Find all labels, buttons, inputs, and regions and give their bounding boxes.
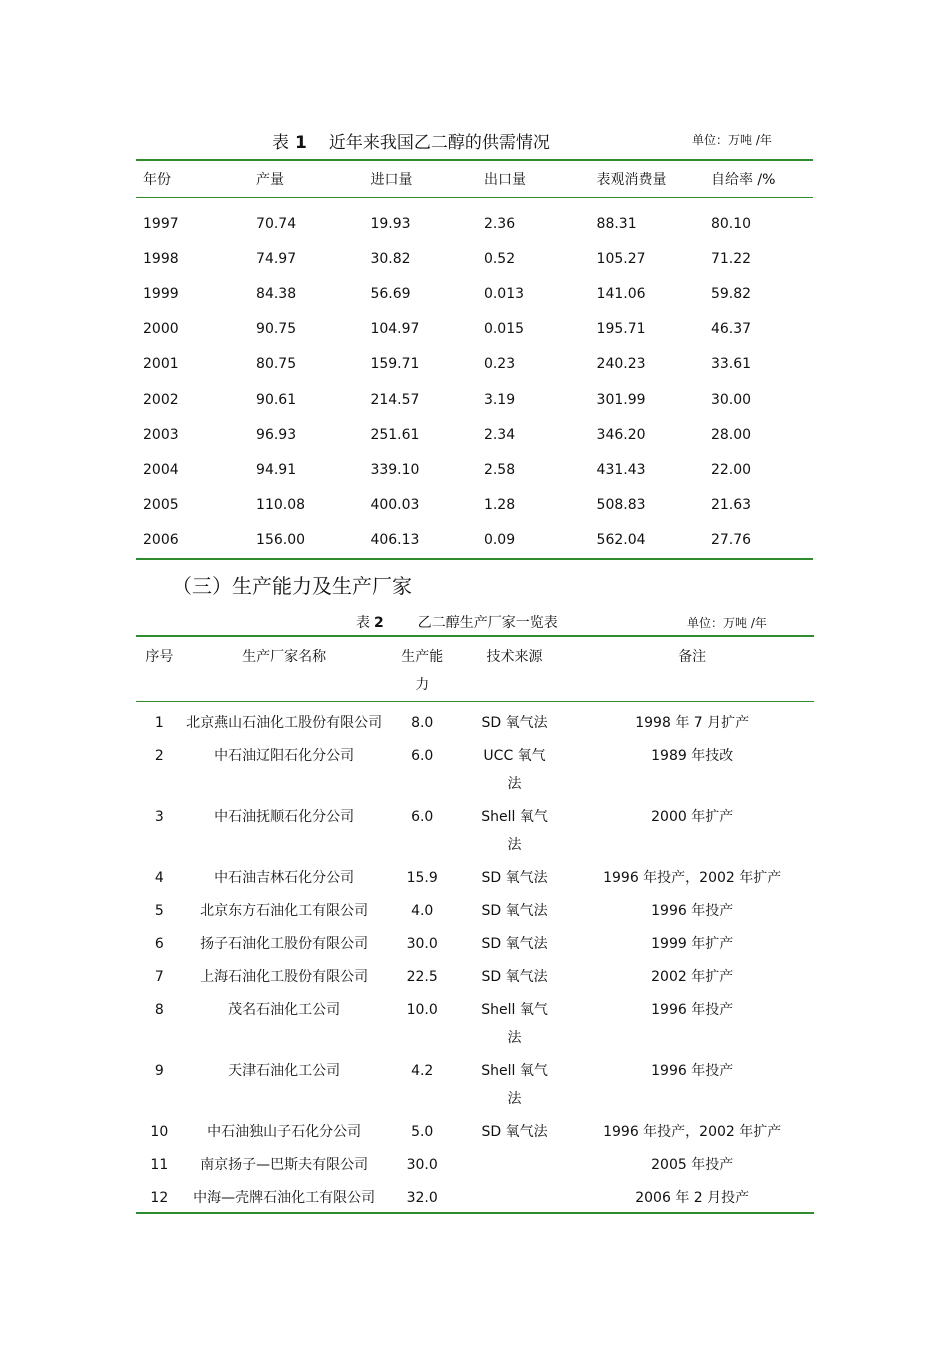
table1-cell: 70.74	[256, 215, 297, 232]
table1-row	[136, 347, 813, 382]
table1-cell: 19.93	[370, 215, 411, 232]
table1-cell: 22.00	[710, 461, 752, 478]
table2-cell: 4.0	[411, 903, 434, 919]
table1-cell: 0.23	[483, 356, 516, 373]
table1-cell: 251.61	[370, 426, 420, 443]
table2-cell: 1999 年扩产	[651, 936, 734, 952]
table1-cell: 1997	[143, 215, 179, 232]
table1-cell: 90.75	[256, 321, 297, 338]
table2-row	[136, 1115, 814, 1148]
table1-cell: 159.71	[370, 356, 420, 373]
table2-cell: 1998 年 7 月扩产	[635, 715, 750, 731]
table2-cell: 中石油抚顺石化分公司	[214, 809, 355, 825]
table1-header: 年份	[136, 160, 249, 198]
table2-header: 序号	[145, 649, 174, 665]
table1-cell: 346.20	[596, 426, 646, 443]
table2-cell: 6	[154, 936, 164, 952]
section-heading: （三）生产能力及生产厂家	[172, 574, 412, 598]
table1-cell: 0.015	[483, 321, 525, 338]
table1-cell: 400.03	[370, 497, 420, 514]
table1-cell: 2006	[136, 523, 249, 559]
table1-unit: 单位：万吨 /年	[692, 133, 772, 147]
table2-row	[136, 861, 814, 894]
table2-cell: 中石油吉林石化分公司	[214, 870, 355, 886]
table2-cell: 1996 年投产	[651, 1002, 734, 1018]
table1-title: 近年来我国乙二醇的供需情况	[328, 133, 550, 153]
table1-cell: 2.58	[483, 461, 516, 478]
table2-cell: Shell 氧气法	[481, 1063, 548, 1107]
table2-cell: SD 氧气法	[481, 969, 548, 985]
table1-cell: 2000	[143, 321, 179, 338]
table1-row	[136, 452, 813, 487]
table2-cell: 9	[154, 1063, 164, 1079]
table2-cell: 2006 年 2 月投产	[635, 1190, 750, 1206]
table2-cell: 北京东方石油化工有限公司	[200, 903, 369, 919]
table2-row	[136, 739, 814, 800]
table2-cell: 扬子石油化工股份有限公司	[200, 936, 369, 952]
table1-cell: 214.57	[370, 391, 420, 408]
table1-caption	[0, 128, 950, 152]
table1-cell: 431.43	[596, 461, 646, 478]
table2-cell: 11	[150, 1157, 169, 1173]
table1-cell: 2.34	[483, 426, 516, 443]
table2-header: 技术来源	[459, 636, 571, 702]
table2-cell: 2002 年扩产	[651, 969, 734, 985]
table2-row	[136, 702, 814, 740]
table2-cell: SD 氧气法	[481, 715, 548, 731]
table1-row	[136, 312, 813, 347]
table1-cell: 2.36	[483, 215, 516, 232]
table2-cell: 8.0	[411, 715, 434, 731]
table1-cell: 59.82	[710, 285, 752, 302]
table2-cell: 7	[154, 969, 164, 985]
table1-cell: 3.19	[483, 391, 516, 408]
table2-cell: 上海石油化工股份有限公司	[200, 969, 369, 985]
table1-cell: 2001	[143, 356, 179, 373]
table1-cell: 301.99	[596, 391, 646, 408]
table1-header: 出口量	[477, 160, 590, 198]
table1-label: 表	[272, 133, 289, 153]
table2-cell: SD 氧气法	[481, 1124, 548, 1140]
supply-demand-table	[136, 159, 813, 560]
table1-cell: 0.013	[483, 285, 525, 302]
table2-cell: SD 氧气法	[481, 903, 548, 919]
table2-label: 表	[356, 615, 370, 631]
table1-cell: 195.71	[596, 321, 646, 338]
table1-cell: 84.38	[256, 285, 297, 302]
table1-row	[136, 382, 813, 417]
table2-cell: 12	[150, 1190, 169, 1206]
table2-cell: 5.0	[411, 1124, 434, 1140]
table2-caption	[0, 612, 950, 634]
table1-cell: 156.00	[249, 523, 363, 559]
table2-unit: 单位：万吨 /年	[687, 616, 767, 630]
table2-cell: 茂名石油化工公司	[228, 1002, 341, 1018]
table1-row	[136, 241, 813, 276]
table1-cell: 96.93	[256, 426, 297, 443]
table2-header: 生产能力	[401, 649, 444, 693]
table2-cell: 中石油辽阳石化分公司	[214, 748, 355, 764]
table2-number: 2	[374, 615, 384, 631]
table1-cell: 33.61	[710, 356, 752, 373]
table2-cell: 中石油独山子石化分公司	[207, 1124, 362, 1140]
table2-cell: 30.0	[406, 936, 438, 952]
table2-cell: 1989 年技改	[651, 748, 734, 764]
table1-cell: 90.61	[256, 391, 297, 408]
table2-cell: 10	[150, 1124, 169, 1140]
table1-cell: 406.13	[363, 523, 477, 559]
table2-cell: 10.0	[406, 1002, 438, 1018]
table1-cell: 110.08	[256, 497, 306, 514]
table1-row	[136, 198, 813, 242]
table2-cell: SD 氧气法	[481, 870, 548, 886]
table1-cell: 508.83	[596, 497, 646, 514]
table2-cell: 8	[154, 1002, 164, 1018]
table1-title-line	[272, 128, 550, 153]
table1-cell: 80.10	[710, 215, 752, 232]
table2-row	[136, 1148, 814, 1181]
table1-cell: 30.00	[710, 391, 752, 408]
table1-cell: 88.31	[596, 215, 637, 232]
table1-cell: 1999	[143, 285, 179, 302]
table1-cell: 104.97	[370, 321, 420, 338]
table2-cell: 3	[154, 809, 164, 825]
table2-cell: 4	[154, 870, 164, 886]
table1-cell: 80.75	[256, 356, 297, 373]
table2-cell: 32.0	[406, 1190, 438, 1206]
table2-cell: 15.9	[406, 870, 438, 886]
table1-cell: 1998	[143, 250, 179, 267]
table2-cell: 5	[154, 903, 164, 919]
table2-cell: 1	[154, 715, 164, 731]
table2-cell: 1996 年投产	[651, 903, 734, 919]
table1-cell: 562.04	[590, 523, 704, 559]
table2-cell: Shell 氧气法	[481, 1002, 548, 1046]
table2-header: 备注	[570, 636, 814, 702]
table2-cell: 2005 年投产	[651, 1157, 734, 1173]
table1-cell: 94.91	[256, 461, 297, 478]
table1-cell: 339.10	[370, 461, 420, 478]
table1-row	[136, 523, 813, 559]
table1-cell: 56.69	[370, 285, 411, 302]
table1-cell: 21.63	[710, 497, 752, 514]
table2-cell: 22.5	[406, 969, 438, 985]
table2-cell: 6.0	[411, 748, 434, 764]
producer-table	[136, 635, 814, 1214]
table1-cell: 0.52	[483, 250, 516, 267]
table1-cell: 46.37	[710, 321, 752, 338]
table2-row	[136, 1054, 814, 1115]
table1-row	[136, 276, 813, 311]
table2-cell: 2	[154, 748, 164, 764]
table2-title: 乙二醇生产厂家一览表	[417, 615, 558, 631]
table2-cell: 4.2	[411, 1063, 434, 1079]
table2-cell: 6.0	[411, 809, 434, 825]
table2-cell: 1996 年投产	[651, 1063, 734, 1079]
table1-cell: 2005	[143, 497, 179, 514]
table2-row	[136, 993, 814, 1054]
table2-cell: UCC 氧气法	[483, 748, 546, 792]
table2-cell: Shell 氧气法	[481, 809, 548, 853]
table1-cell: 27.76	[704, 523, 813, 559]
table1-cell: 1.28	[483, 497, 516, 514]
table1-cell: 28.00	[710, 426, 752, 443]
table2-cell: 天津石油化工公司	[228, 1063, 341, 1079]
table1-cell: 2004	[143, 461, 179, 478]
table1-cell: 2003	[143, 426, 179, 443]
table1-cell: 105.27	[596, 250, 646, 267]
table1-header: 表观消费量	[590, 160, 704, 198]
table2-cell: 中海—壳牌石油化工有限公司	[193, 1190, 376, 1206]
table2-row	[136, 1181, 814, 1213]
table2-cell: 1996 年投产，2002 年扩产	[603, 1124, 782, 1140]
table2-cell: 2000 年扩产	[651, 809, 734, 825]
table2-cell: 1996 年投产，2002 年扩产	[603, 870, 782, 886]
table1-cell: 240.23	[596, 356, 646, 373]
table2-cell: SD 氧气法	[481, 936, 548, 952]
table1-cell: 30.82	[370, 250, 411, 267]
table2-header: 生产厂家名称	[183, 636, 386, 702]
table1-cell: 0.09	[477, 523, 590, 559]
table2-cell: 北京燕山石油化工股份有限公司	[186, 715, 383, 731]
table1-cell: 141.06	[596, 285, 646, 302]
table1-header: 产量	[249, 160, 363, 198]
table2-title-line	[356, 612, 558, 632]
table1-header-row	[136, 160, 813, 198]
table2-row	[136, 960, 814, 993]
table1-cell: 74.97	[256, 250, 297, 267]
table2-row	[136, 800, 814, 861]
table1-row	[136, 417, 813, 452]
table1-header: 进口量	[363, 160, 477, 198]
table2-cell: 30.0	[406, 1157, 438, 1173]
table2-cell: 南京扬子—巴斯夫有限公司	[200, 1157, 369, 1173]
table2-row	[136, 927, 814, 960]
table1-number: 1	[295, 133, 307, 153]
table1-cell: 2002	[143, 391, 179, 408]
table1-cell: 71.22	[710, 250, 752, 267]
table1-header: 自给率 /%	[704, 160, 813, 198]
table2-row	[136, 894, 814, 927]
table1-row	[136, 488, 813, 523]
table2-header-row	[136, 636, 814, 702]
